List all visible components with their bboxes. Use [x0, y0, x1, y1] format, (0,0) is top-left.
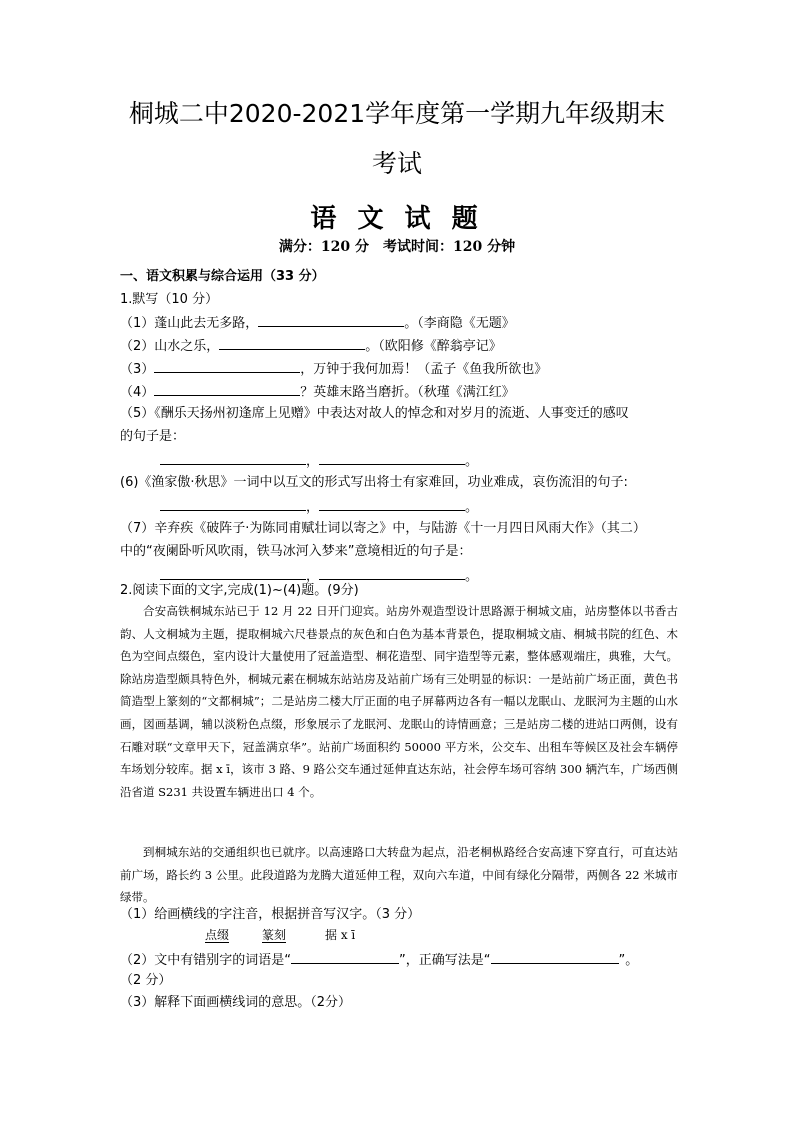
- q1-3-suffix: ，万钟于我何加焉！（孟子《鱼我所欲也》: [300, 362, 548, 377]
- answer-blank[interactable]: [319, 451, 465, 465]
- reading-passage-2: [120, 841, 678, 909]
- answer-blank[interactable]: [160, 566, 306, 580]
- passage-paragraph-1: 合安高铁桐城东站已于 12 月 22 日开门迎宾。站房外观造型设计思路源于桐城文庙，站房整体以书香古韵、人文桐城为主题，提取桐城六尺巷景点的灰色和白色为基本背景色，提取桐城文庙、桐城书院的红色、木色为空间点缀色，室内设计大量使用了冠盖造型、桐花造型、同宇造型等元素，整体感观端庄，典雅，大气。除站房造型颇具特色外，桐城元素在桐城东站站房及站前广场有三处明显的标识：一是站前广场正面，黄色书简造型上篆刻的“文都桐城”；二是站房二楼大厅正面的电子屏幕两边各有一幅以龙眠山、龙眠河为主题的山水画，図画基调，辅以淡粉色点缀，形象展示了龙眠河、龙眠山的诗情画意；三是站房二楼的进站口两侧，设有石雕对联“文章甲天下，冠盖满京华”。站前广场面积约 50000 平方米，公交车、出租车等候区及社会车辆停车场划分较库。据 x ī，该市 3 路、9 路公交车通过延伸直达东站，社会停车场可容纳 300 辆汽车，广场西侧沿省道 S231 共设置车辆进出口 4 个。: [120, 604, 678, 799]
- q1-7-text2: 中的“夜阑卧听风吹雨，铁马冰河入梦来”意境相近的句子是：: [120, 544, 472, 559]
- q1-3-prefix: （3）: [120, 362, 155, 377]
- underlined-word: 篆刻: [262, 928, 287, 942]
- q2-sub1: （1）给画横线的字注音，根据拼音写汉字。（3 分）: [120, 907, 421, 922]
- passage-paragraph-2: 到桐城东站的交通组织也已就序。以高速路口大转盘为起点，沿老桐枞路经合安高速下穿直行，可直达站前广场，路长约 3 公里。此段道路为龙腾大道延伸工程，双向六车道，中间有绿化分隔带，两侧各 22 米城市绿带。: [120, 845, 678, 905]
- exam-title-line1: 桐城二中2020-2021学年度第一学期九年级期末: [128, 99, 666, 128]
- exam-title-line2: 考试: [371, 149, 422, 178]
- answer-blank[interactable]: [291, 950, 399, 964]
- q2-sub2: [120, 950, 638, 970]
- q1-3: [120, 359, 547, 379]
- answer-blank[interactable]: [160, 451, 306, 465]
- q1-4-prefix: （4）: [120, 385, 155, 400]
- word-jux: 据 x ī: [325, 928, 356, 942]
- answer-blank[interactable]: [319, 497, 465, 511]
- underlined-word: 点缀: [205, 928, 230, 942]
- q2-title: 2.阅读下面的文字,完成(1)~(4)题。(9分): [120, 583, 359, 598]
- word-dianzhui: [205, 926, 229, 943]
- score-time-info: 满分：120 分 考试时间：120 分钟: [278, 239, 516, 255]
- answer-blank[interactable]: [491, 950, 619, 964]
- q1-5-answer: [160, 451, 478, 471]
- answer-blank[interactable]: [319, 566, 465, 580]
- period: 。: [465, 500, 479, 515]
- q1-5-text2: 的句子是：: [120, 429, 186, 444]
- q1-4: [120, 382, 515, 402]
- q1-4-suffix: ？英雄末路当磨折。（秋瑾《满江红》: [300, 385, 515, 400]
- q1-7-text: （7）辛弃疾《破阵子·为陈同甫赋壮词以寄之》中，与陆游《十一月四日风雨大作》（其二）: [120, 521, 646, 536]
- section1-heading: 一、语文积累与综合运用（33 分）: [120, 269, 325, 284]
- q1-6-answer: [160, 497, 478, 517]
- reading-passage: [120, 600, 678, 803]
- q1-1-prefix: （1）蓬山此去无多路，: [120, 316, 259, 331]
- answer-blank[interactable]: [154, 382, 300, 396]
- q1-5-text: （5）《酬乐天扬州初逢席上见赠》中表达对故人的悼念和对岁月的流逝、人事变迁的感叹: [120, 406, 629, 421]
- q2-sub2-suffix: ”。: [618, 953, 639, 968]
- answer-blank[interactable]: [219, 336, 365, 350]
- q2-sub3: （3）解释下面画横线词的意思。（2分）: [120, 995, 352, 1010]
- q2-sub2-middle: ”，正确写法是“: [399, 953, 491, 968]
- comma: ，: [306, 569, 320, 584]
- q1-1-suffix: 。（李商隐《无题》: [404, 316, 515, 331]
- subject-title: 语 文 试 题: [310, 204, 484, 234]
- period: 。: [465, 569, 479, 584]
- period: 。: [465, 454, 479, 469]
- q1-2-prefix: （2）山水之乐，: [120, 339, 220, 354]
- q1-2-suffix: 。（欧阳修《醉翁亭记》: [365, 339, 502, 354]
- q1-2: [120, 336, 502, 356]
- q1-title: 1.默写（10 分）: [120, 292, 219, 307]
- q1-6-text: (6)《渔家傲·秋思》一词中以互文的形式写出将士有家难回，功业难成，哀伤流泪的句子:: [120, 475, 628, 490]
- q2-sub2-prefix: （2）文中有错别字的词语是“: [120, 953, 292, 968]
- answer-blank[interactable]: [258, 313, 404, 327]
- answer-blank[interactable]: [154, 359, 300, 373]
- q1-1: [120, 313, 515, 333]
- answer-blank[interactable]: [160, 497, 306, 511]
- q2-sub2-score: （2 分）: [120, 973, 172, 988]
- comma: ，: [306, 454, 320, 469]
- comma: ，: [306, 500, 320, 515]
- word-zhuanke: [262, 926, 286, 943]
